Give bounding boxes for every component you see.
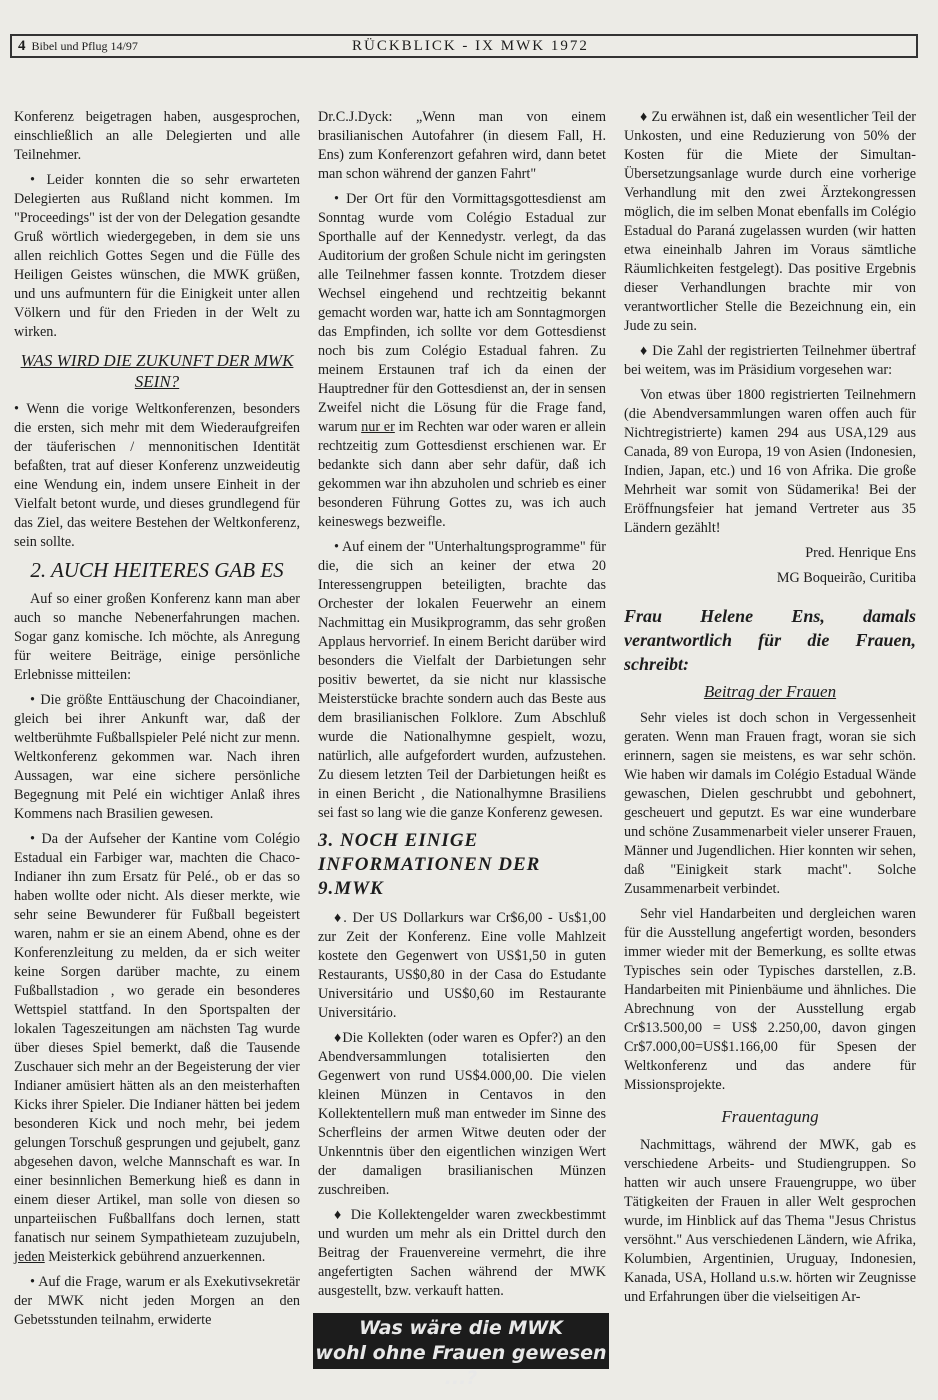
subheading: Frauentagung — [721, 1107, 819, 1126]
paragraph-text: • Der Ort für den Vormittagsgottesdienst am Sonntag wurde vom Colégio Estadual zur Sporthalle auf der Kennedystr. verlegt, da das Auditorium der großen Schule nicht im geringsten alle Teilnehmer fassen konnte. Trotzdem dieser Wechsel eingehend und rechtzeitig bekannt gemacht worden war, hatte ich am Sonntagmorgen das Empfinden, ich sollte vor dem Gottesdienst noch bis zum Colégio Estadual fahren. Zu meinem Erstaunen traf ich da einen der Hauptredner für den Gottesdienst an, der in sensen Zweifel nicht die Lösung für die Frage fand, warum — [318, 191, 606, 435]
page-header — [10, 34, 918, 58]
paragraph: • Auf einem der "Unterhaltungsprogramme" für die, die sich an keiner der etwa 20 Interessengruppen beteiligten, brachte das Orchester der lokalen Feuerwehr an einem Nachmittag ein Musikprogramm, das sehr großen Applaus hervorrief. In einem Bericht darüber wird besonders die Vielfalt der Darbietungen sehr positiv bewertet, da sie nicht nur klassische Meisterstücke brachte sondern auch das Beste aus dem brasilianischen Folklore. Zum Abschluß wurde die Nationalhymne gespielt, wozu, natürlich, alle aufgefordert wurden, aufzustehen. Zu diesem letzten Teil der Darbietungen heißt es in einen Bericht , die Nationalhymne Brasiliens sei fast so lang wie die ganze Konferenz gewesen. — [318, 539, 606, 821]
paragraph: ♦. Der US Dollarkurs war Cr$6,00 - Us$1,00 zur Zeit der Konferenz. Eine volle Mahlzeit kostete den Gegenwert von US$1,50 in guten Restaurants, US$0,80 in der Casa do Estudante Universitário und US$0,60 im Restaurante Universitário. — [318, 910, 606, 1021]
section-heading: Frau Helene Ens, damals verantwortlich für die Frauen, schreibt: — [624, 606, 916, 674]
paragraph-text: im Rechten war oder waren er allein rechtzeitig zum Gottesdienst erschienen war. Er bedankte sich dann aber sehr dafür, daß ich gekommen war ihn abzuholen und schrieb es einer besonderen Führung Gottes zu, was ich auch keineswegs bezweifle. — [318, 419, 607, 530]
underlined-word: nur er — [361, 419, 395, 435]
column-right — [624, 108, 916, 1313]
paragraph — [318, 190, 606, 532]
banner-box — [313, 1313, 609, 1389]
paragraph: Sehr viel Handarbeiten und dergleichen waren für die Ausstellung angefertigt worden, besonders immer wieder mit der Bemerkung, es sollte etwas Typisches sein oder Typisches darstellen, z.B. Handarbeiten mit Pinienbäume und ähnliches. Die Abrechnung von der Ausstellung ergab Cr$13.500,00 = US$ 2.250,00, davon gingen Cr$7.000,00=US$1.166,00 für Spesen der Weltkonferenz und das andere für Missionsprojekte. — [624, 906, 916, 1093]
column-middle — [318, 108, 606, 1307]
signature-name: Pred. Henrique Ens — [805, 545, 916, 561]
paragraph: • Wenn die vorige Weltkonferenzen, besonders die ersten, sich mehr mit dem Wiederaufgreifen der täuferischen / mennonitischen Identität befaßten, trat auf dieser Konferenz unzweideutig eine Wendung ein, indem unsere Einheit in der Vielfalt betont wurde, und dieses grundlegend für das Ziel, das weitere Bestehen der Weltkonferenz, sein sollte. — [14, 401, 300, 550]
subheading: Beitrag der Frauen — [703, 682, 837, 701]
paragraph: ♦ Die Kollektengelder waren zweckbestimmt und wurden um mehr als ein Drittel durch den Beitrag der Frauenvereine vermehrt, die ihre angefertigten Sachen während der MWK ausgestellt, bzw. verkauft hatten. — [318, 1207, 606, 1299]
paragraph: Auf so einer großen Konferenz kann man aber auch so manche Nebenerfahrungen machen. Sogar ganz komische. Ich möchte, als Anregung für weitere Beiträge, einige persönliche Erlebnisse mitteilen: — [14, 591, 300, 683]
paragraph-text: Meisterkick gebührend anzuerkennen. — [48, 1249, 266, 1265]
banner-line: wohl ohne Frauen gewesen ...? — [315, 1342, 607, 1389]
paragraph: Konferenz beigetragen haben, ausgesprochen, einschließlich an alle Delegierten und alle Teilnehmer. — [14, 109, 300, 163]
section-heading: WAS WIRD DIE ZUKUNFT DER MWK SEIN? — [20, 351, 294, 391]
paragraph: • Auf die Frage, warum er als Exekutivsekretär der MWK nicht jeden Morgen an den Gebetsstunden teilnahm, erwiderte — [14, 1274, 300, 1328]
paragraph: Dr.C.J.Dyck: „Wenn man von einem brasilianischen Autofahrer (in diesem Fall, H. Ens) zum Konferenzort gefahren wird, dann betet man schon während der ganzen Fahrt" — [318, 109, 606, 182]
paragraph: ♦ Die Zahl der registrierten Teilnehmer übertraf bei weitem, was im Präsidium vorgesehen war: — [624, 343, 916, 378]
page-number: 4 — [18, 37, 26, 54]
section-title: RÜCKBLICK - IX MWK 1972 — [352, 37, 589, 54]
section-heading: 2. AUCH HEITERES GAB ES — [30, 558, 284, 582]
paragraph: Sehr vieles ist doch schon in Vergessenheit geraten. Wenn man Frauen fragt, woran sie sich erinnern, sagen sie meistens, es war sehr schön. Wie haben wir damals im Colégio Estadual Wände gewaschen, Dielen geschrubbt und gebohnert, gescheuert und geputzt. Es war eine wunderbare und schöne Zusammenarbeit vieler unserer Frauen, Männer und Jugendlichen. Hier konnten wir sehen, daß "Einigkeit stark macht". Solche Zusammenarbeit verbindet. — [624, 710, 916, 897]
publication-name: Bibel und Pflug 14/97 — [31, 38, 138, 53]
paragraph: Von etwas über 1800 registrierten Teilnehmern (die Abendversammlungen waren offen auch für Nichtregistrierte) kamen 294 aus USA,129 aus Canada, 89 von Europa, 19 von Asien (Indonesien, Indien, Japan, etc.) und 16 von Afrika. Die große Mehrheit war somit von Südamerika! Bei der Eröffnungsfeier hat jemand Vertreter aus 35 Ländern gezählt! — [624, 387, 916, 536]
section-heading: 3. NOCH EINIGE INFORMATIONEN DER 9.MWK — [318, 830, 541, 899]
underlined-word: jeden — [14, 1249, 45, 1265]
paragraph: • Die größte Enttäuschung der Chacoindianer, gleich bei ihrer Ankunft war, daß der weltberühmte Fußballspieler Pelé nicht zur menn. Weltkonferenz gekommen war. Nach ihren Aussagen, war eine sichere persönliche Begegnung mit Pelé ein wichtiger Anlaß ihres Kommens nach Brasilien gewesen. — [14, 692, 300, 822]
paragraph-text: • Da der Aufseher der Kantine vom Colégio Estadual ein Farbiger war, machten die Chaco-Indianer ihn zum Ersatz für Pelé., ob er das so haben wollte oder nicht. Als dieser merkte, wie sehr seine Bewunderer für Fußball begeistert waren, nahm er sie an einem Abend, ohne es der Konferenzleitung zu melden, da er sich weiter keine Sorgen darüber machte, zu einem Fußballstadion , wo gerade ein besonderes Wettspiel stattfand. In den Sportspalten der lokalen Tageszeitungen am nächsten Tag wurde über dieses Spiel bemerkt, daß die Tausende Zuschauer sich mehr an der Begeisterung der vier Indianer amüsiert hätten als an den meisterhaften Kicks ihrer Spieler. Die Indianer hätten bei jedem besonderen Kick und noch mehr, bei jedem gelungen Torschuß gesprungen und gejubelt, ganz abgesehen davon, welche Mannschaft es war. In einer besinnlichen Bemerkung hieß es dann in einem dieser Artikel, man solle von diesen so unparteiischen Fußballfans doch lernen, statt fanatisch nur seinem Sympathieteam zuzujubeln, — [14, 831, 300, 1246]
paragraph: Nachmittags, während der MWK, gab es verschiedene Arbeits- und Studiengruppen. So hatten wir auch unsere Frauengruppe, wo über Tätigkeiten der Frauen in aller Welt gesprochen wurde, im Hinblick auf das Thema "Jesus Christus versöhnt." Aus verschiedenen Ländern, wie Afrika, Kolumbien, Argentinien, Uruguay, Indonesien, Kanada, USA, Holland u.s.w. hörten wir Zeugnisse und Erfahrungen über die vielseitigen Ar- — [624, 1137, 916, 1305]
column-left — [14, 108, 300, 1336]
paragraph — [14, 830, 300, 1267]
banner-line: Was wäre die MWK — [359, 1317, 563, 1339]
paragraph: • Leider konnten die so sehr erwarteten Delegierten aus Rußland nicht kommen. Im "Proceedings" ist der von der Delegation gesandte Gruß wörtlich wiedergegeben, in dem sie uns allen reichlich Gottes Segen und die Fülle des Heiligen Geistes wünschen, die MWK grüßen, und uns aufmuntern für die Einigkeit unter allen Völkern und für den Frieden in der Welt zu wirken. — [14, 172, 300, 340]
signature-place: MG Boqueirão, Curitiba — [776, 570, 916, 586]
paragraph: ♦ Zu erwähnen ist, daß ein wesentlicher Teil der Unkosten, und eine Reduzierung von 50% der Kosten für die Miete der Simultan-Übersetzungsanlage wurde durch eine vorherige Verhandlung mit den zwei Ärztekongressen möglich, die im selben Monat ebenfalls im Colégio Estadual do Paraná zugelassen wurden (wir hatten etwa eineinhalb Jahren im Voraus sämtliche Räumlichkeiten festgelegt). Das positive Ergebnis dieser Verhandlungen brachte mir von verantwortlicher Stelle die Bezeichnung ein, ein Jude zu sein. — [624, 109, 916, 334]
paragraph: ♦Die Kollekten (oder waren es Opfer?) an den Abendversammlungen totalisierten den Gegenwert von rund US$4.000,00. Die vielen kleinen Münzen in Centavos in den Kollektentellern muß man entweder im Sinne des Scherfleins der armen Witwe deuten oder der Unkenntnis über den eigentlichen winzigen Wert der damaligen brasilianischen Münzen zuschreiben. — [318, 1030, 606, 1198]
